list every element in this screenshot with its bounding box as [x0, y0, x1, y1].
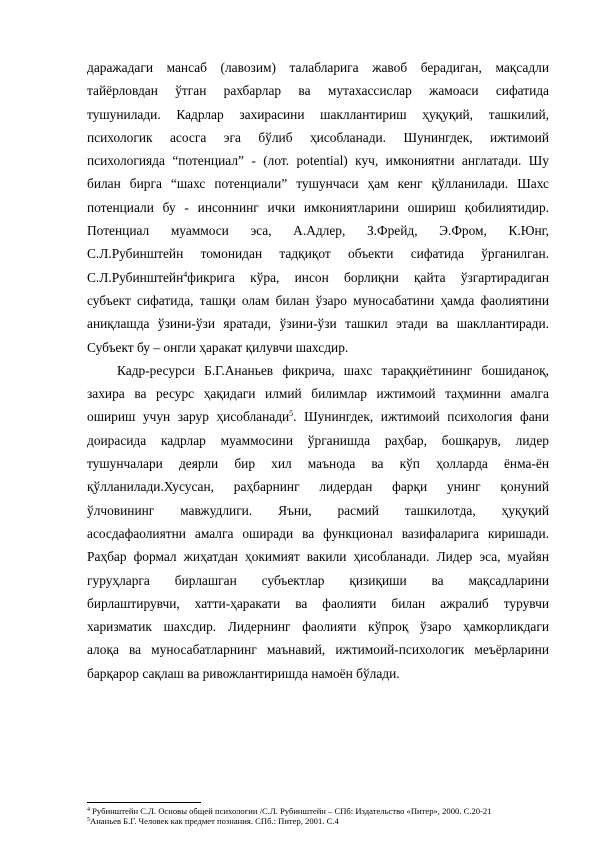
- text-fragment: С.Л.Рубинштейн: [87, 269, 184, 285]
- text-line: психологик асосга эга бўлиб ҳисобланади. Шунингдек, ижтимоий: [87, 129, 549, 145]
- text-line: аниқлашда ўзини-ўзи яратади, ўзини-ўзи ташкил этади ва шакллантиради.: [87, 316, 549, 332]
- text-line: С.Л.Рубинштейн томонидан тадқиқот объекти сифатида ўрганилган.: [87, 246, 549, 262]
- text-fragment: фикрига кўра, инсон борлиқни қайта ўзгартирадиган: [187, 269, 549, 285]
- text-line: захира ва ресурс ҳақидаги илмий билимлар ижтимоий таҳминни амалга: [87, 386, 549, 402]
- paragraph-2: [87, 359, 549, 685]
- text-line: [87, 405, 549, 428]
- text-line: алоқа ва муносабатларнинг маънавий, ижтимоий-психологик меъёрларини: [87, 642, 549, 658]
- footnote-5: [87, 816, 557, 826]
- text-line: потенциали бу - инсоннинг ички имкониятларини ошириш қобилиятидир.: [87, 199, 549, 215]
- footnote-text: Ананьев Б.Г. Человек как предмет познания. СПб.: Питер, 2001. С.4: [90, 816, 339, 826]
- text-line: харизматик шахсдир. Лидернинг фаолияти кўпроқ ўзаро ҳамкорликдаги: [87, 619, 549, 635]
- text-line: субъект сифатида, ташқи олам билан ўзаро муносабатини ҳамда фаолиятини: [87, 292, 549, 308]
- text-line: Потенциал муаммоси эса, А.Адлер, З.Фрейд, Э.Фром, К.Юнг,: [87, 223, 549, 239]
- text-line: доирасида кадрлар муаммосини ўрганишда раҳбар, бошқарув, лидер: [87, 432, 549, 448]
- text-line: ўлчовининг мавжудлиги. Яъни, расмий ташкилотда, ҳуқуқий: [87, 502, 549, 518]
- text-line: даражадаги мансаб (лавозим) талабларига жавоб берадиган, мақсадли: [87, 60, 549, 75]
- footnote-mark: 4: [87, 807, 90, 813]
- text-line: тайёрловдан ўтган рахбарлар ва мутахассислар жамоаси сифатида: [87, 83, 549, 99]
- footnote-4: [87, 806, 557, 816]
- footnotes: [87, 806, 557, 826]
- text-line: билан бирга “шахс потенциали” тушунчаси ҳам кенг қўлланилади. Шахс: [87, 176, 549, 192]
- text-line: Субъект бу – онгли ҳаракат қилувчи шахсдир.: [87, 339, 349, 355]
- text-fragment: . Шунингдек, ижтимоий психология фани: [293, 409, 549, 425]
- text-line: психологияда “потенциал” - (лот. potential) куч, имкониятни англатади. Шу: [87, 153, 549, 169]
- footnote-mark: 5: [87, 817, 90, 823]
- text-line: гуруҳларга бирлашган субъектлар қизиқиши ва мақсадларини: [87, 572, 549, 588]
- text-line: асосдафаолиятни амалга оширади ва функционал вазифаларига киришади.: [87, 525, 549, 541]
- text-line: қўлланилади.Хусусан, раҳбарнинг лидердан фарқи унинг қонуний: [87, 479, 549, 495]
- text-line: [87, 266, 549, 289]
- footnote-ref-4[interactable]: 4: [183, 269, 188, 279]
- footnote-text: Рубинштейн С.Л. Основы общей психологии /С.Л. Рубинштейн – СПб: Издательство «Питер», 2000. С.20-21: [90, 806, 492, 816]
- text-line: Кадр-ресурси Б.Г.Ананьев фикрича, шахс тараққиётининг бошиданоқ,: [117, 362, 549, 378]
- text-line: Раҳбар формал жиҳатдан ҳокимият вакили ҳисобланади. Лидер эса, муайян: [87, 549, 549, 565]
- text-line: тушунилади. Кадрлар захирасини шакллантириш ҳуқуқий, ташкилий,: [87, 106, 549, 122]
- text-line: тушунчалари деярли бир хил маънода ва кўп ҳолларда ёнма-ён: [87, 456, 549, 472]
- footnote-divider: [87, 802, 201, 803]
- footnote-ref-5[interactable]: 5: [289, 409, 294, 419]
- text-line: барқарор сақлаш ва ривожлантиришда намоён бўлади.: [87, 665, 400, 681]
- body-text: [87, 56, 549, 685]
- text-line: бирлаштирувчи, хатти-ҳаракати ва фаолияти билан ажралиб турувчи: [87, 595, 549, 611]
- text-fragment: ошириш учун зарур ҳисобланади: [87, 409, 290, 425]
- paragraph-1: [87, 56, 549, 359]
